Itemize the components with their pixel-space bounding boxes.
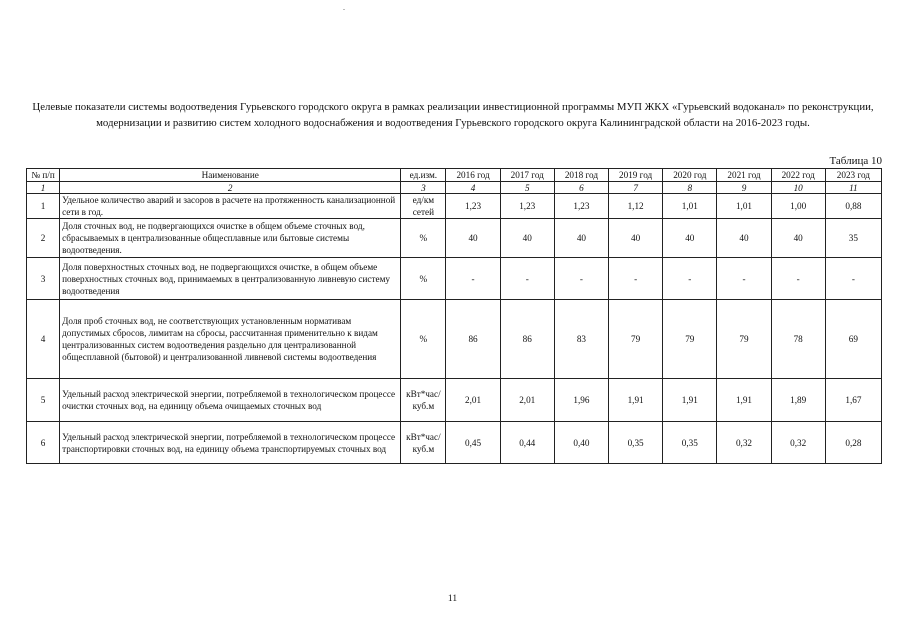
value-2017: 2,01 <box>500 379 554 422</box>
col-header-num: № п/п <box>27 169 60 182</box>
value-2019: 0,35 <box>609 422 663 464</box>
col-header-2019: 2019 год <box>609 169 663 182</box>
table-row <box>27 300 882 379</box>
indicator-name: Удельный расход электрической энергии, потребляемой в технологическом процессе очистки сточных вод, на единицу объема очищаемых сточных вод <box>60 379 401 422</box>
value-2021: 1,01 <box>717 194 771 219</box>
col-header-2016: 2016 год <box>446 169 500 182</box>
indicators-table <box>26 168 882 464</box>
col-header-2017: 2017 год <box>500 169 554 182</box>
col-header-unit: ед.изм. <box>401 169 446 182</box>
unit-cell: кВт*час/куб.м <box>401 379 446 422</box>
col-header-2020: 2020 год <box>663 169 717 182</box>
unit-cell: % <box>401 258 446 300</box>
table-row <box>27 258 882 300</box>
value-2021: - <box>717 258 771 300</box>
row-number: 4 <box>27 300 60 379</box>
value-2020: 1,01 <box>663 194 717 219</box>
unit-cell: ед/км сетей <box>401 194 446 219</box>
value-2016: 2,01 <box>446 379 500 422</box>
value-2020: 40 <box>663 219 717 258</box>
scan-speck <box>343 9 345 10</box>
value-2017: 40 <box>500 219 554 258</box>
col-number: 5 <box>500 182 554 194</box>
value-2016: 40 <box>446 219 500 258</box>
col-number: 10 <box>771 182 825 194</box>
indicator-name: Доля проб сточных вод, не соответствующих установленным нормативам допустимых сбросов, лимитам на сбросы, рассчитанная применительно к видам централизованных систем водоотведения раздельно для централизованной общесплавной (бытовой) и централизованной ливневой системы водоотведения <box>60 300 401 379</box>
value-2018: 0,40 <box>554 422 608 464</box>
value-2019: 40 <box>609 219 663 258</box>
value-2017: 0,44 <box>500 422 554 464</box>
value-2017: - <box>500 258 554 300</box>
table-row <box>27 194 882 219</box>
value-2018: 40 <box>554 219 608 258</box>
value-2021: 40 <box>717 219 771 258</box>
col-number: 11 <box>825 182 881 194</box>
row-number: 2 <box>27 219 60 258</box>
value-2019: 1,91 <box>609 379 663 422</box>
col-number: 3 <box>401 182 446 194</box>
unit-cell: % <box>401 219 446 258</box>
col-header-2023: 2023 год <box>825 169 881 182</box>
value-2019: - <box>609 258 663 300</box>
value-2022: 1,00 <box>771 194 825 219</box>
col-header-2021: 2021 год <box>717 169 771 182</box>
page-title: Целевые показатели системы водоотведения Гурьевского городского округа в рамках реализации инвестиционной программы МУП ЖКХ «Гурьевский водоканал» по реконструкции, модернизации и развитию систем холодного водоснабжения и водоотведения Гурьевского городского округа Калининградской области на 2016-2023 годы. <box>32 101 874 129</box>
table-row <box>27 379 882 422</box>
column-number-row <box>27 182 882 194</box>
row-number: 5 <box>27 379 60 422</box>
value-2020: - <box>663 258 717 300</box>
indicator-name: Доля сточных вод, не подвергающихся очистке в общем объеме сточных вод, сбрасываемых в централизованные общесплавные или бытовые системы водоотведения. <box>60 219 401 258</box>
value-2017: 86 <box>500 300 554 379</box>
unit-cell: % <box>401 300 446 379</box>
col-number: 4 <box>446 182 500 194</box>
page-number: 11 <box>447 594 458 604</box>
value-2022: 0,32 <box>771 422 825 464</box>
value-2018: 1,23 <box>554 194 608 219</box>
col-number: 6 <box>554 182 608 194</box>
value-2022: 40 <box>771 219 825 258</box>
value-2019: 1,12 <box>609 194 663 219</box>
value-2022: - <box>771 258 825 300</box>
header-row <box>27 169 882 182</box>
col-number: 1 <box>27 182 60 194</box>
row-number: 3 <box>27 258 60 300</box>
value-2023: 35 <box>825 219 881 258</box>
col-number: 7 <box>609 182 663 194</box>
indicator-name: Удельное количество аварий и засоров в расчете на протяженность канализационной сети в год. <box>60 194 401 219</box>
value-2021: 1,91 <box>717 379 771 422</box>
value-2019: 79 <box>609 300 663 379</box>
indicator-name: Доля поверхностных сточных вод, не подвергающихся очистке, в общем объеме поверхностных сточных вод, принимаемых в централизованную ливневую систему водоотведения <box>60 258 401 300</box>
col-header-2022: 2022 год <box>771 169 825 182</box>
value-2023: 69 <box>825 300 881 379</box>
table-row <box>27 219 882 258</box>
col-number: 9 <box>717 182 771 194</box>
table-label: Таблица 10 <box>829 155 882 167</box>
value-2016: 86 <box>446 300 500 379</box>
unit-cell: кВт*час/куб.м <box>401 422 446 464</box>
col-number: 8 <box>663 182 717 194</box>
value-2023: 0,88 <box>825 194 881 219</box>
value-2020: 0,35 <box>663 422 717 464</box>
value-2017: 1,23 <box>500 194 554 219</box>
value-2016: - <box>446 258 500 300</box>
value-2023: 0,28 <box>825 422 881 464</box>
value-2020: 79 <box>663 300 717 379</box>
value-2018: 1,96 <box>554 379 608 422</box>
value-2016: 0,45 <box>446 422 500 464</box>
value-2020: 1,91 <box>663 379 717 422</box>
value-2018: 83 <box>554 300 608 379</box>
value-2018: - <box>554 258 608 300</box>
table-row <box>27 422 882 464</box>
value-2021: 79 <box>717 300 771 379</box>
value-2023: 1,67 <box>825 379 881 422</box>
value-2016: 1,23 <box>446 194 500 219</box>
col-header-name: Наименование <box>60 169 401 182</box>
row-number: 6 <box>27 422 60 464</box>
row-number: 1 <box>27 194 60 219</box>
value-2022: 78 <box>771 300 825 379</box>
value-2023: - <box>825 258 881 300</box>
indicator-name: Удельный расход электрической энергии, потребляемой в технологическом процессе транспортировки сточных вод, на единицу объема транспортируемых сточных вод <box>60 422 401 464</box>
col-number: 2 <box>60 182 401 194</box>
col-header-2018: 2018 год <box>554 169 608 182</box>
value-2021: 0,32 <box>717 422 771 464</box>
value-2022: 1,89 <box>771 379 825 422</box>
